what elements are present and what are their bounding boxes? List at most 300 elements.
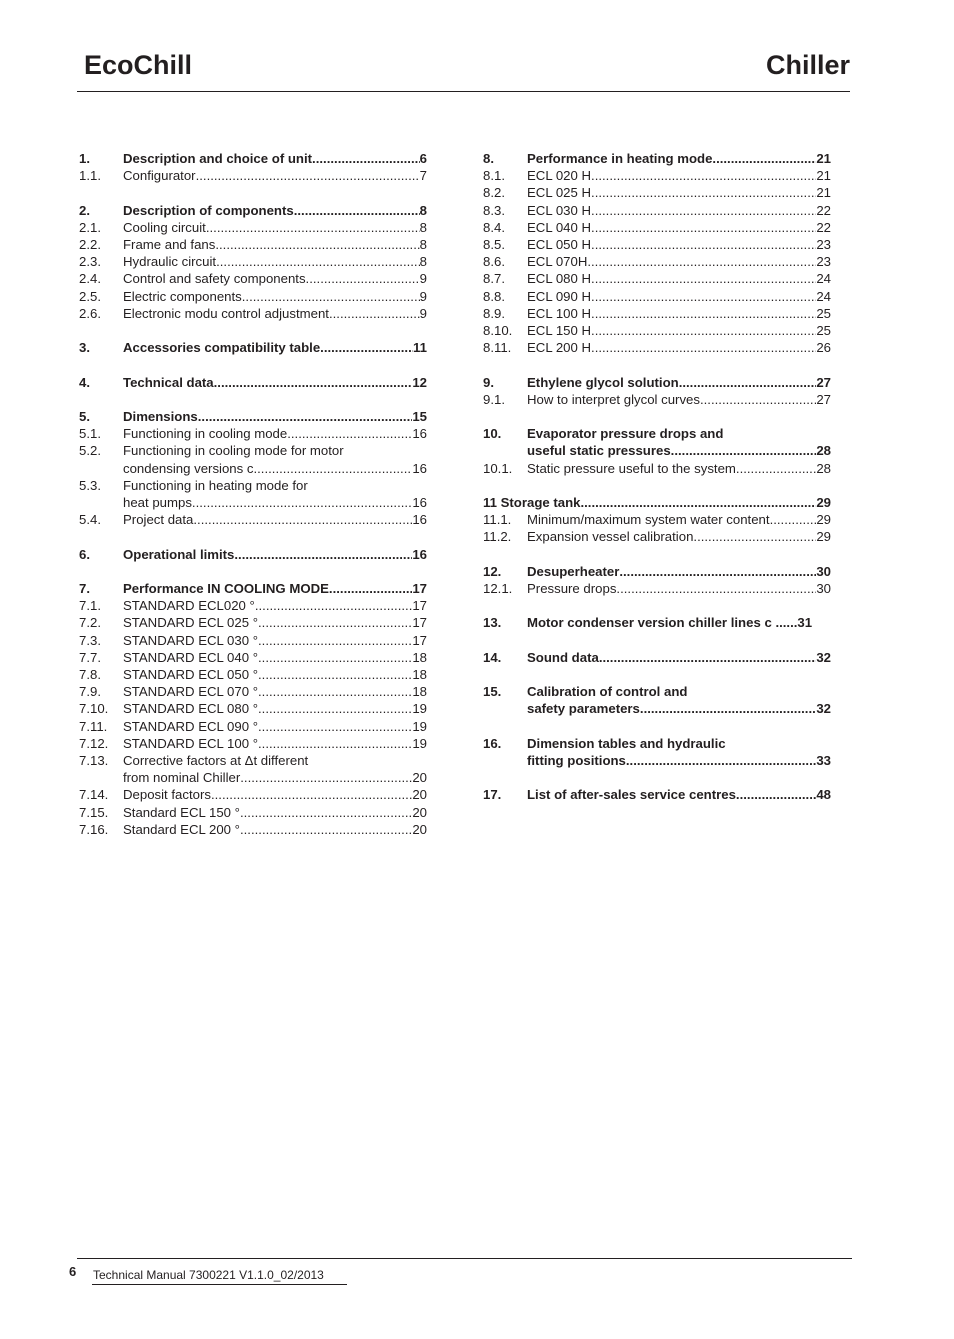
toc-dot-leader: [591, 270, 816, 287]
toc-subsection-entry[interactable]: [79, 786, 427, 803]
toc-entry-body: [483, 494, 831, 511]
toc-entry-title: Technical data: [123, 374, 214, 390]
toc-entry-title: Functioning in cooling mode for motor: [123, 443, 344, 459]
toc-subsection-entry[interactable]: [79, 477, 427, 511]
toc-entry-body: [123, 700, 427, 717]
toc-section-entry[interactable]: [79, 374, 427, 391]
toc-entry-title: Cooling circuit: [123, 219, 206, 235]
toc-entry-title: STANDARD ECL 050 °: [123, 667, 258, 682]
toc-entry-line: [527, 511, 831, 528]
toc-subsection-entry[interactable]: [79, 614, 427, 631]
toc-section-entry[interactable]: [483, 563, 831, 580]
toc-entry-title: STANDARD ECL 040 °: [123, 649, 258, 665]
toc-entry-body: [123, 666, 427, 683]
brand-title: EcoChill: [84, 50, 193, 80]
toc-subsection-entry[interactable]: [483, 219, 831, 236]
toc-section-entry[interactable]: [483, 786, 831, 803]
toc-entry-number: 8.8.: [483, 288, 505, 304]
product-title: Chiller: [765, 50, 850, 80]
toc-dot-leader: [258, 735, 412, 752]
toc-subsection-entry[interactable]: [483, 339, 831, 356]
toc-section-entry[interactable]: [79, 408, 427, 425]
toc-dot-leader: [591, 305, 816, 322]
toc-entry-number: 2.5.: [79, 288, 101, 304]
toc-entry-title: STANDARD ECL 100 °: [123, 735, 258, 751]
toc-dot-leader: [599, 649, 817, 666]
toc-entry-title: Minimum/maximum system water content: [527, 512, 770, 528]
toc-section-entry[interactable]: [483, 150, 831, 167]
toc-entry-line: [527, 460, 831, 477]
toc-page-number: 17: [412, 615, 427, 631]
toc-entry-title: Frame and fans: [123, 237, 216, 252]
toc-entry-number: 5.2.: [79, 443, 101, 459]
toc-spacer: [483, 477, 831, 494]
toc-dot-leader: [591, 202, 816, 219]
toc-subsection-entry[interactable]: [79, 511, 427, 528]
toc-entry-title-cont: useful static pressures: [527, 443, 671, 459]
toc-entry-number: 8.2.: [483, 185, 505, 201]
toc-spacer: [79, 563, 427, 580]
toc-section-entry[interactable]: [483, 614, 831, 631]
toc-section-entry[interactable]: [79, 546, 427, 563]
toc-entry-number: 8.3.: [483, 202, 505, 218]
toc-page-number: 19: [412, 701, 427, 717]
toc-page-number: 16: [412, 546, 427, 562]
toc-entry-line: [527, 253, 831, 270]
toc-subsection-entry[interactable]: [79, 425, 427, 442]
toc-entry-line: [527, 150, 831, 167]
toc-subsection-entry[interactable]: [79, 236, 427, 253]
toc-entry-number: 8.: [483, 151, 494, 166]
toc-page-number: 8: [419, 254, 427, 270]
toc-entry-number: 14.: [483, 649, 502, 665]
toc-entry-body: [123, 786, 427, 803]
toc-subsection-entry[interactable]: [483, 460, 831, 477]
toc-entry-number: 3.: [79, 340, 90, 356]
toc-subsection-entry[interactable]: [483, 253, 831, 270]
toc-page-number: 17: [412, 580, 427, 596]
toc-subsection-entry[interactable]: [79, 253, 427, 270]
toc-entry-number: 7.3.: [79, 632, 101, 648]
toc-subsection-entry[interactable]: [79, 305, 427, 322]
toc-subsection-entry[interactable]: [483, 305, 831, 322]
toc-entry-line: [527, 442, 831, 459]
toc-entry-body: [527, 511, 831, 528]
toc-entry-title: Sound data: [527, 649, 599, 665]
toc-entry-number: 2.3.: [79, 254, 101, 270]
toc-entry-title: Functioning in heating mode for: [123, 477, 308, 493]
toc-page-number: 29: [816, 495, 831, 511]
toc-entry-title: Standard ECL 150 °: [123, 804, 240, 820]
toc-entry-body: [527, 219, 831, 236]
toc-dot-leader: [258, 683, 412, 700]
toc-entry-number: 15.: [483, 684, 502, 700]
toc-page-number: 19: [412, 735, 427, 751]
toc-dot-leader: [242, 288, 420, 305]
toc-subsection-entry[interactable]: [79, 632, 427, 649]
toc-page-number: 32: [816, 649, 831, 665]
toc-dot-leader: [679, 374, 817, 391]
toc-entry-number: 9.: [483, 374, 494, 390]
toc-page-number: 22: [816, 219, 831, 235]
toc-entry-line: [527, 528, 831, 545]
toc-page-number: 16: [412, 426, 427, 442]
toc-entry-body: [123, 632, 427, 649]
toc-subsection-entry[interactable]: [483, 236, 831, 253]
toc-entry-line: [123, 253, 427, 270]
toc-entry-body: [123, 580, 427, 597]
toc-spacer: [483, 769, 831, 786]
toc-entry-body: [527, 322, 831, 339]
toc-entry-body: [123, 597, 427, 614]
toc-page-number: 9: [419, 288, 427, 304]
footer-divider: [77, 1258, 852, 1259]
toc-entry-line: [123, 425, 427, 442]
toc-entry-line: [527, 649, 831, 666]
toc-entry-body: [527, 580, 831, 597]
toc-entry-number: 12.: [483, 563, 502, 579]
toc-subsection-entry[interactable]: [79, 804, 427, 821]
page-number: 6: [69, 1264, 77, 1279]
toc-entry-number: 7.11.: [79, 718, 108, 734]
toc-dot-leader: [619, 563, 816, 580]
toc-page-number: 29: [816, 529, 831, 545]
toc-spacer: [79, 391, 427, 408]
toc-entry-number: 7.9.: [79, 684, 101, 700]
toc-entry-line: [527, 614, 831, 631]
toc-subsection-entry[interactable]: [79, 270, 427, 287]
toc-subsection-entry[interactable]: [79, 649, 427, 666]
toc-entry-line: [123, 769, 427, 786]
toc-dot-leader: [312, 150, 420, 167]
toc-dot-leader: [329, 580, 412, 597]
toc-entry-body: [527, 202, 831, 219]
toc-entry-number: 2.4.: [79, 271, 101, 287]
toc-entry-line: [123, 494, 427, 511]
toc-page-number: 20: [412, 804, 427, 820]
toc-entry-line: [123, 786, 427, 803]
toc-entry-body: [527, 184, 831, 201]
toc-subsection-entry[interactable]: [79, 666, 427, 683]
toc-dot-leader: [258, 700, 412, 717]
toc-subsection-entry[interactable]: [483, 202, 831, 219]
toc-subsection-entry[interactable]: [79, 718, 427, 735]
toc-entry-body: [123, 202, 427, 219]
toc-dot-leader: [736, 460, 816, 477]
toc-entry-body: [123, 614, 427, 631]
toc-entry-number: 7.7.: [79, 649, 101, 665]
toc-dot-leader: [306, 270, 420, 287]
toc-subsection-entry[interactable]: [79, 219, 427, 236]
toc-entry-body: [527, 339, 831, 356]
toc-dot-leader: [587, 253, 816, 270]
toc-entry-body: [123, 408, 427, 425]
toc-page-number: 11: [413, 340, 427, 356]
toc-dot-leader: [591, 236, 816, 253]
toc-spacer: [483, 632, 831, 649]
toc-page-number: 25: [816, 323, 831, 339]
toc-subsection-entry[interactable]: [79, 700, 427, 717]
toc-subsection-entry[interactable]: [483, 511, 831, 528]
toc-entry-line: [527, 184, 831, 201]
toc-entry-title: STANDARD ECL 090 °: [123, 718, 258, 734]
toc-entry-title: ECL 030 H: [527, 202, 592, 218]
toc-entry-number: 5.: [79, 408, 90, 424]
toc-entry-line: [527, 339, 831, 356]
toc-spacer: [483, 718, 831, 735]
toc-section-entry[interactable]: [483, 683, 831, 717]
toc-entry-title: ECL 150 H: [527, 323, 592, 339]
toc-page-number: 26: [816, 340, 831, 356]
toc-entry-title: 11 Storage tank: [483, 495, 581, 511]
toc-entry-number: 7.12.: [79, 735, 109, 751]
toc-entry-number: 11.1.: [483, 512, 512, 528]
toc-entry-line: [123, 632, 427, 649]
toc-entry-title: Electric components: [123, 288, 242, 304]
toc-entry-number: 2.: [79, 202, 90, 218]
toc-dot-leader: [626, 752, 816, 769]
toc-entry-title: Desuperheater: [527, 563, 620, 579]
toc-entry-number: 16.: [483, 735, 502, 751]
toc-entry-body: [123, 236, 427, 253]
toc-entry-title: Motor condenser version chiller lines c ......31: [527, 615, 813, 631]
toc-entry-line: [123, 408, 427, 425]
toc-entry-number: 10.1.: [483, 460, 513, 476]
toc-dot-leader: [591, 219, 816, 236]
toc-section-entry[interactable]: [79, 202, 427, 219]
toc-entry-title: STANDARD ECL 025 °: [123, 615, 258, 631]
toc-entry-line: [123, 167, 427, 184]
toc-entry-body: [123, 718, 427, 735]
toc-entry-number: 7.16.: [79, 821, 109, 837]
toc-entry-line: [123, 511, 427, 528]
toc-subsection-entry[interactable]: [79, 821, 427, 838]
toc-entry-body: [527, 786, 831, 803]
toc-entry-title: Expansion vessel calibration: [527, 529, 694, 545]
toc-section-entry[interactable]: [483, 494, 831, 511]
toc-subsection-entry[interactable]: [483, 580, 831, 597]
toc-entry-line: [123, 374, 427, 391]
toc-entry-line: [123, 649, 427, 666]
toc-entry-line: [527, 391, 831, 408]
toc-entry-body: [527, 683, 831, 717]
toc-entry-body: [123, 339, 427, 356]
toc-entry-number: 7.8.: [79, 667, 101, 682]
toc-dot-leader: [240, 804, 412, 821]
toc-section-entry[interactable]: [483, 649, 831, 666]
toc-dot-leader: [591, 339, 816, 356]
toc-dot-leader: [258, 718, 412, 735]
toc-entry-title: Operational limits: [123, 546, 235, 562]
toc-entry-number: 7.15.: [79, 804, 109, 820]
toc-dot-leader: [616, 580, 816, 597]
toc-entry-number: 8.11.: [483, 340, 512, 356]
toc-entry-body: [527, 614, 831, 631]
toc-entry-line: [123, 219, 427, 236]
toc-page-number: 30: [816, 563, 831, 579]
toc-entry-title: Deposit factors: [123, 787, 211, 803]
toc-entry-title: Corrective factors at Δt different: [123, 753, 309, 769]
toc-entry-number: 1.1.: [79, 168, 101, 184]
toc-entry-number: 8.4.: [483, 219, 505, 235]
toc-page-number: 32: [816, 701, 831, 717]
toc-entry-title: Standard ECL 200 °: [123, 821, 240, 837]
toc-subsection-entry[interactable]: [483, 167, 831, 184]
toc-entry-line: [123, 339, 427, 356]
header-divider: [77, 91, 850, 92]
toc-entry-number: 7.1.: [79, 598, 101, 614]
toc-entry-number: 7.13.: [79, 753, 109, 769]
toc-entry-number: 13.: [483, 615, 502, 631]
toc-page-number: 25: [816, 305, 831, 321]
toc-dot-leader: [240, 769, 412, 786]
toc-entry-body: [123, 288, 427, 305]
toc-entry-number: 12.1.: [483, 581, 513, 597]
toc-entry-body: [527, 253, 831, 270]
toc-section-entry[interactable]: [483, 425, 831, 459]
toc-subsection-entry[interactable]: [79, 735, 427, 752]
toc-section-entry[interactable]: [79, 580, 427, 597]
toc-spacer: [79, 322, 427, 339]
toc-entry-title: How to interpret glycol curves: [527, 391, 700, 407]
toc-entry-title: ECL 090 H: [527, 288, 592, 304]
toc-entry-body: [527, 391, 831, 408]
toc-page-number: 16: [412, 512, 427, 528]
toc-section-entry[interactable]: [79, 150, 427, 167]
toc-page-number: 23: [816, 254, 831, 270]
toc-section-entry[interactable]: [483, 374, 831, 391]
toc-entry-line: [123, 546, 427, 563]
toc-entry-body: [123, 425, 427, 442]
toc-entry-line: [527, 786, 831, 803]
toc-entry-line: [527, 374, 831, 391]
toc-spacer: [79, 528, 427, 545]
toc-page-number: 20: [412, 787, 427, 803]
toc-entry-title-cont: fitting positions: [527, 752, 626, 768]
toc-entry-title: Evaporator pressure drops and: [527, 426, 724, 442]
toc-entry-number: 4.: [79, 374, 90, 390]
toc-section-entry[interactable]: [79, 339, 427, 356]
toc-subsection-entry[interactable]: [483, 270, 831, 287]
toc-subsection-entry[interactable]: [483, 391, 831, 408]
toc-spacer: [79, 356, 427, 373]
toc-entry-number: 10.: [483, 426, 502, 442]
toc-entry-number: 2.6.: [79, 305, 101, 321]
toc-entry-body: [527, 150, 831, 167]
toc-subsection-entry[interactable]: [483, 184, 831, 201]
toc-entry-title: Performance in heating mode: [527, 151, 713, 166]
toc-entry-title: ECL 040 H: [527, 219, 592, 235]
toc-entry-line: [123, 270, 427, 287]
toc-entry-line: [527, 322, 831, 339]
toc-spacer: [79, 184, 427, 201]
toc-page-number: 29: [816, 512, 831, 528]
toc-entry-line: [483, 494, 831, 511]
toc-entry-number: 7.: [79, 580, 90, 596]
toc-page-number: 21: [816, 168, 831, 184]
toc-entry-title: Performance IN COOLING MODE: [123, 580, 329, 596]
toc-entry-body: [527, 460, 831, 477]
toc-entry-body: [527, 563, 831, 580]
toc-entry-title: ECL 100 H: [527, 305, 592, 321]
toc-dot-leader: [258, 649, 412, 666]
toc-dot-leader: [591, 288, 816, 305]
toc-subsection-entry[interactable]: [483, 528, 831, 545]
toc-entry-number: 11.2.: [483, 529, 512, 545]
toc-entry-line: [527, 236, 831, 253]
toc-subsection-entry[interactable]: [483, 288, 831, 305]
toc-page-number: 28: [816, 460, 831, 476]
toc-dot-leader: [214, 374, 413, 391]
toc-entry-body: [123, 804, 427, 821]
toc-entry-number: 8.6.: [483, 254, 505, 270]
toc-entry-title: STANDARD ECL 070 °: [123, 684, 258, 700]
toc-entry-body: [527, 735, 831, 769]
toc-entry-title: ECL 070H: [527, 254, 588, 270]
toc-entry-body: [123, 253, 427, 270]
toc-entry-number: 5.1.: [79, 426, 101, 442]
toc-subsection-entry[interactable]: [483, 322, 831, 339]
toc-page-number: 8: [419, 237, 427, 252]
toc-entry-body: [123, 150, 427, 167]
toc-section-entry[interactable]: [483, 735, 831, 769]
toc-subsection-entry[interactable]: [79, 597, 427, 614]
toc-dot-leader: [580, 494, 816, 511]
toc-entry-body: [123, 735, 427, 752]
toc-page-number: 22: [816, 202, 831, 218]
toc-page-number: 30: [816, 581, 831, 597]
toc-entry-body: [123, 821, 427, 838]
toc-entry-title: Static pressure useful to the system: [527, 460, 736, 476]
toc-spacer: [483, 356, 831, 373]
toc-page-number: 18: [412, 649, 427, 665]
toc-entry-number: 8.9.: [483, 305, 505, 321]
toc-entry-title: Functioning in cooling mode: [123, 426, 288, 442]
toc-subsection-entry[interactable]: [79, 442, 427, 476]
toc-page-number: 19: [412, 718, 427, 734]
toc-dot-leader: [671, 442, 817, 459]
toc-subsection-entry[interactable]: [79, 683, 427, 700]
toc-dot-leader: [591, 184, 816, 201]
toc-page-number: 24: [816, 288, 831, 304]
toc-entry-number: 2.2.: [79, 237, 101, 252]
toc-entry-title: Hydraulic circuit: [123, 254, 217, 270]
toc-entry-number: 9.1.: [483, 391, 505, 407]
toc-subsection-entry[interactable]: [79, 167, 427, 184]
toc-entry-title-cont: from nominal Chiller: [123, 770, 241, 786]
toc-entry-body: [527, 288, 831, 305]
toc-dot-leader: [329, 305, 420, 322]
toc-subsection-entry[interactable]: [79, 288, 427, 305]
toc-entry-body: [123, 374, 427, 391]
toc-entry-line: [123, 666, 427, 683]
toc-entry-title: ECL 020 H: [527, 168, 592, 184]
toc-subsection-entry[interactable]: [79, 752, 427, 786]
toc-spacer: [483, 666, 831, 683]
toc-dot-leader: [736, 786, 816, 803]
toc-spacer: [483, 546, 831, 563]
toc-entry-title: Ethylene glycol solution: [527, 374, 679, 390]
toc-entry-title: Project data: [123, 512, 194, 528]
toc-dot-leader: [255, 597, 413, 614]
toc-entry-line: [527, 305, 831, 322]
toc-entry-number: 5.4.: [79, 512, 101, 528]
toc-entry-line: [123, 236, 427, 253]
toc-entry-number: 6.: [79, 546, 90, 562]
toc-entry-body: [123, 167, 427, 184]
toc-entry-title: Accessories compatibility table: [123, 340, 321, 356]
toc-entry-body: [123, 477, 427, 511]
